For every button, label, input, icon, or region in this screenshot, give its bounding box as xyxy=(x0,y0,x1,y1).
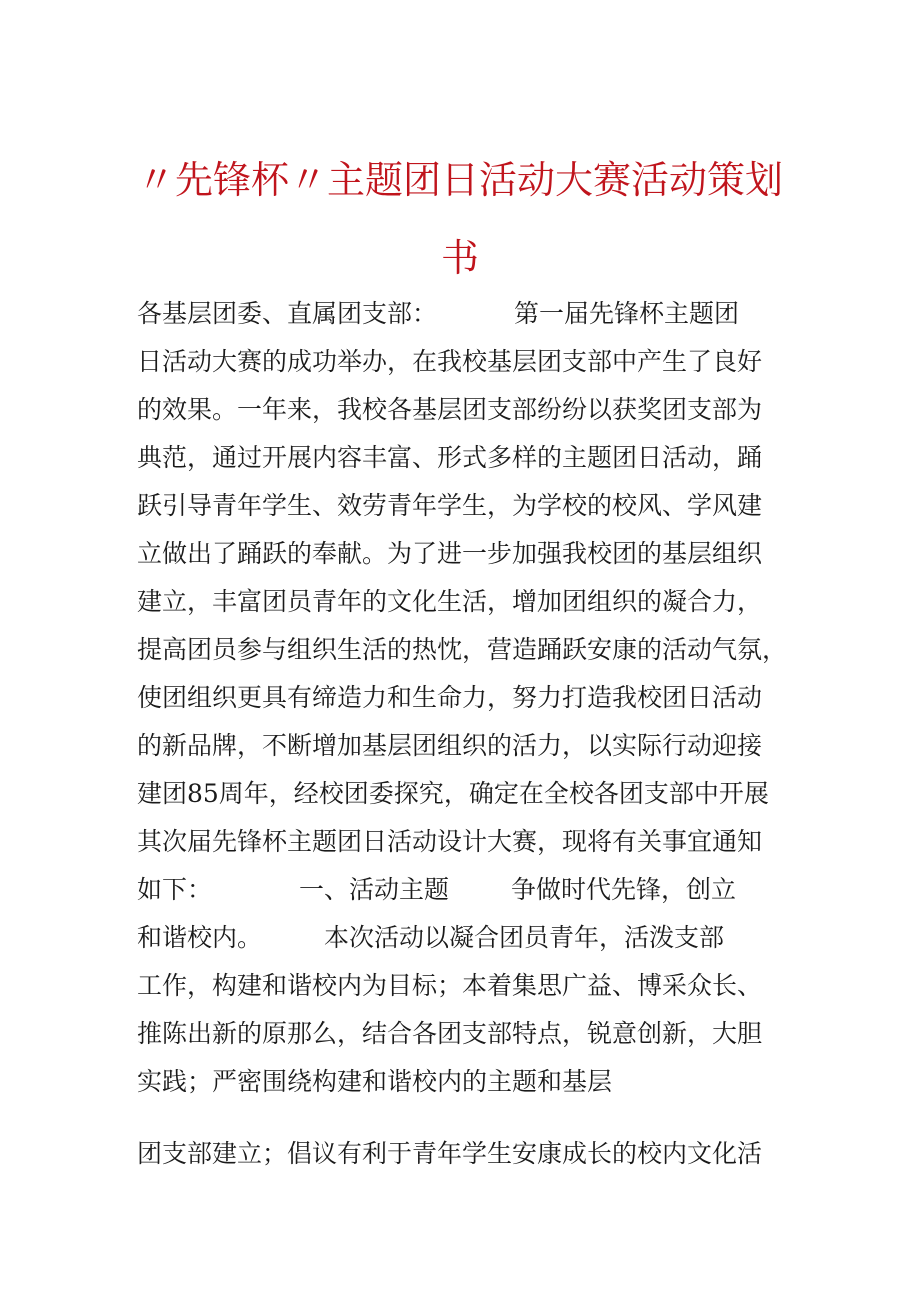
body-line xyxy=(137,442,762,474)
body-segment: 跃引导青年学生、效劳青年学生，为学校的校风、学风建 xyxy=(137,491,763,520)
body-line xyxy=(137,1138,762,1170)
body-line xyxy=(137,826,762,858)
body-line xyxy=(137,634,787,666)
body-segment: 其次届先锋杯主题团日活动设计大赛，现将有关事宜通知 xyxy=(137,827,763,856)
body-line xyxy=(137,394,762,426)
body-line xyxy=(137,682,762,714)
body-line xyxy=(137,778,769,810)
body-line xyxy=(137,586,762,618)
body-segment: 使团组织更具有缔造力和生命力，努力打造我校团日活动 xyxy=(137,683,763,712)
body-segment: 提高团员参与组织生活的热忱，营造踊跃安康的活动气氛， xyxy=(137,635,788,664)
body-line xyxy=(137,1066,612,1098)
body-line xyxy=(137,1018,762,1050)
body-segment: 和谐校内。 xyxy=(137,923,263,952)
body-segment: 工作，构建和谐校内为目标；本着集思广益、博采众长、 xyxy=(137,971,763,1000)
body-segment: 实践；严密围绕构建和谐校内的主题和基层 xyxy=(137,1067,613,1096)
body-line xyxy=(137,874,736,906)
body-segment: 典范，通过开展内容丰富、形式多样的主题团日活动，踊 xyxy=(137,443,763,472)
body-line xyxy=(137,730,762,762)
body-segment: 的新品牌，不断增加基层团组织的活力，以实际行动迎接 xyxy=(137,731,763,760)
document-title-line-1: 〃先锋杯〃主题团日活动大赛活动策划 xyxy=(136,158,783,202)
body-segment: 一、活动主题 xyxy=(299,875,450,904)
body-segment: 推陈出新的原那么，结合各团支部特点，锐意创新，大胆 xyxy=(137,1019,763,1048)
body-line xyxy=(137,970,762,1002)
body-line xyxy=(137,346,762,378)
body-segment: 第一届先锋杯主题团 xyxy=(514,299,740,328)
body-line xyxy=(137,298,739,330)
body-segment: 本次活动以凝合团员青年，活泼支部 xyxy=(324,923,725,952)
body-line xyxy=(137,922,724,954)
body-line xyxy=(137,490,762,522)
body-line xyxy=(137,538,762,570)
body-segment: 建团85周年，经校团委探究，确定在全校各团支部中开展 xyxy=(137,779,769,808)
body-segment: 各基层团委、直属团支部： xyxy=(137,299,438,328)
body-segment: 争做时代先锋，创立 xyxy=(511,875,737,904)
document-title-line-2: 书 xyxy=(440,236,479,280)
body-segment: 如下： xyxy=(137,875,213,904)
body-segment: 日活动大赛的成功举办，在我校基层团支部中产生了良好 xyxy=(137,347,763,376)
body-segment: 立做出了踊跃的奉献。为了进一步加强我校团的基层组织 xyxy=(137,539,763,568)
body-segment: 建立，丰富团员青年的文化生活，增加团组织的凝合力， xyxy=(137,587,763,616)
body-segment: 的效果。一年来，我校各基层团支部纷纷以获奖团支部为 xyxy=(137,395,763,424)
body-segment: 团支部建立；倡议有利于青年学生安康成长的校内文化活 xyxy=(137,1139,763,1168)
